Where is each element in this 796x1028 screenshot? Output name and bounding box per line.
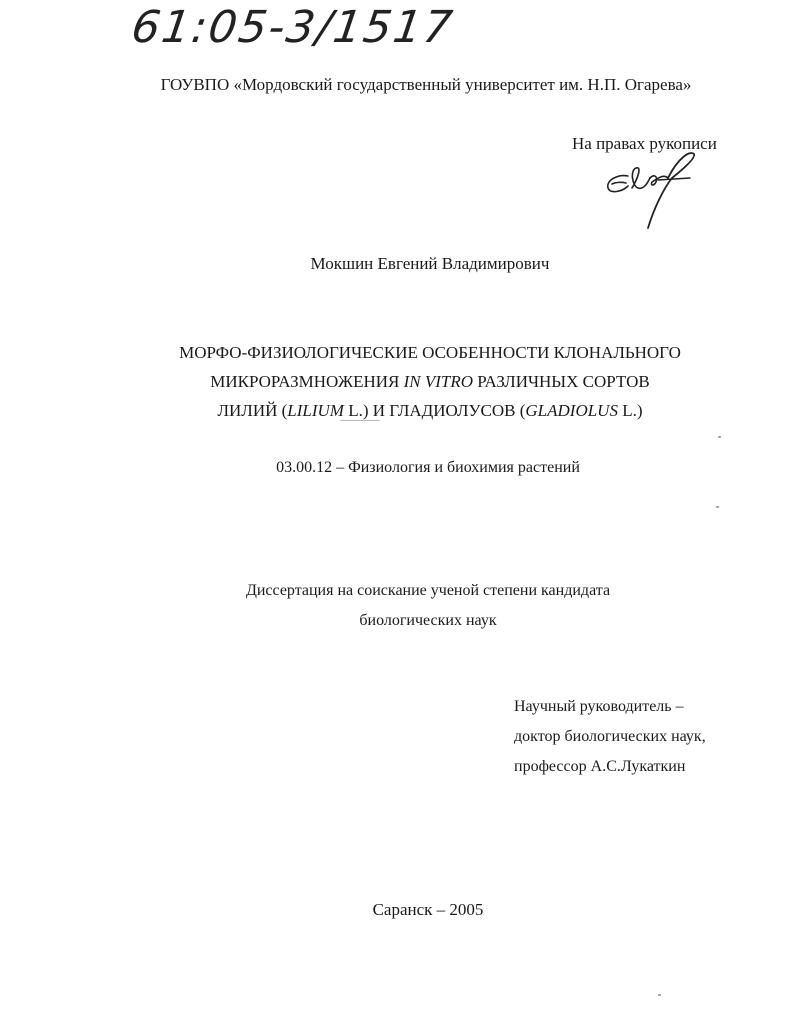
scan-speck bbox=[718, 436, 721, 438]
institution-name: ГОУВПО «Мордовский государственный университет им. Н.П. Огарева» bbox=[160, 75, 692, 94]
title-in-vitro: IN VITRO bbox=[403, 372, 474, 391]
degree-line-2: биологических наук bbox=[359, 612, 497, 629]
dissertation-degree bbox=[0, 576, 796, 636]
title-line-3-b: L.) И ГЛАДИОЛУСОВ ( bbox=[343, 401, 526, 420]
scan-speck bbox=[716, 506, 719, 508]
rights-note: На правах рукописи bbox=[572, 134, 717, 153]
degree-line-1: Диссертация на соискание ученой степени кандидата bbox=[245, 582, 611, 599]
city-year: Саранск – 2005 bbox=[372, 900, 484, 919]
dissertation-title bbox=[140, 338, 720, 425]
author-name: Мокшин Евгений Владимирович bbox=[310, 254, 550, 273]
title-line-3-a: ЛИЛИЙ ( bbox=[217, 401, 288, 420]
title-line-2-post: РАЗЛИЧНЫХ СОРТОВ bbox=[473, 372, 650, 391]
archive-number-handwritten: 61:05-3/1517 bbox=[128, 2, 458, 53]
title-line-3-c: L.) bbox=[617, 401, 643, 420]
title-gladiolus: GLADIOLUS bbox=[525, 401, 618, 420]
title-lilium: LILIUM bbox=[287, 401, 344, 420]
specialty-code: 03.00.12 – Физиология и биохимия растений bbox=[276, 459, 580, 476]
supervisor-line-1: Научный руководитель – bbox=[514, 698, 684, 715]
title-line-3 bbox=[140, 396, 720, 425]
supervisor-block bbox=[514, 692, 706, 782]
title-line-2-pre: МИКРОРАЗМНОЖЕНИЯ bbox=[210, 372, 404, 391]
scan-speck bbox=[658, 994, 661, 996]
supervisor-line-3: профессор А.С.Лукаткин bbox=[514, 758, 686, 775]
scan-speck bbox=[340, 420, 380, 421]
supervisor-line-2: доктор биологических наук, bbox=[514, 728, 706, 745]
title-line-2 bbox=[140, 367, 720, 396]
title-line-1: МОРФО-ФИЗИОЛОГИЧЕСКИЕ ОСОБЕННОСТИ КЛОНАЛЬНОГО bbox=[179, 343, 681, 362]
signature-image bbox=[598, 148, 708, 238]
